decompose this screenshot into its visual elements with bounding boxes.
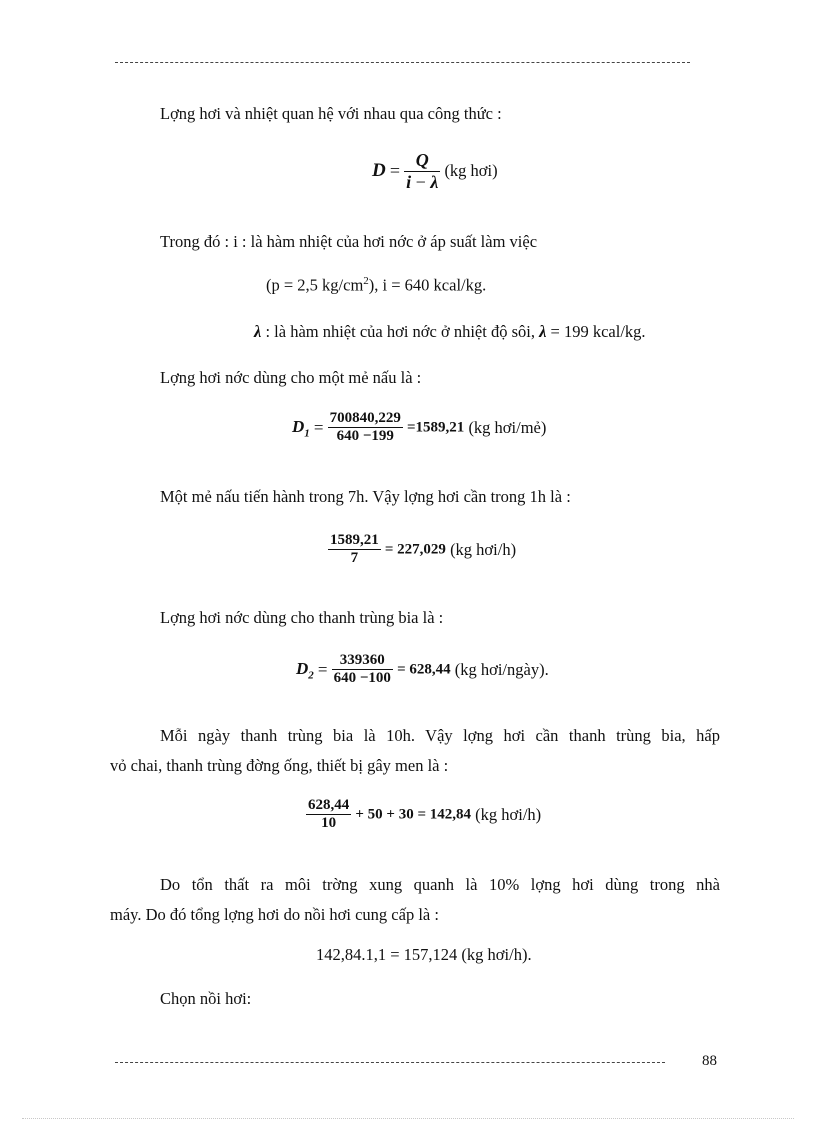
eq2-numerator: 700840,229 bbox=[328, 410, 403, 428]
lambda-value: = 199 kcal/kg. bbox=[550, 322, 646, 341]
eq2-equals: = bbox=[313, 417, 324, 437]
equation-total-hour bbox=[306, 797, 541, 833]
eq5-numerator: 628,44 bbox=[306, 797, 351, 815]
eq2-unit: (kg hơi/mẻ) bbox=[468, 417, 547, 437]
paragraph-loss-line2: máy. Do đó tổng lợng hơi do nồi hơi cung cấp là : bbox=[110, 905, 439, 924]
bottom-dotted-line bbox=[22, 1118, 794, 1119]
paragraph-intro: Lợng hơi và nhiệt quan hệ với nhau qua công thức : bbox=[160, 104, 502, 123]
paragraph-pasteurization: Lợng hơi nớc dùng cho thanh trùng bia là : bbox=[160, 608, 444, 627]
eq2-denominator: 640 −199 bbox=[336, 428, 394, 445]
page-number: 88 bbox=[702, 1053, 717, 1069]
pressure-text-pre: (p = 2,5 kg/cm bbox=[266, 275, 364, 295]
eq1-denominator bbox=[404, 172, 440, 193]
eq4-result: = 628,44 bbox=[397, 661, 451, 678]
pressure-sup: 2 bbox=[363, 275, 369, 287]
pressure-text-post: ), i = 640 kcal/kg. bbox=[368, 275, 487, 295]
paragraph-steam-batch: Lợng hơi nớc dùng cho một mẻ nấu là : bbox=[160, 368, 422, 387]
eq5-fraction bbox=[306, 797, 351, 833]
lambda-symbol: λ bbox=[254, 322, 262, 341]
eq4-equals: = bbox=[317, 659, 328, 679]
eq3-fraction bbox=[328, 532, 381, 568]
paragraph-pressure bbox=[266, 275, 486, 295]
eq1-den-i: i bbox=[406, 171, 412, 192]
eq1-equals: = bbox=[389, 160, 401, 181]
eq4-denominator: 640 −100 bbox=[333, 670, 391, 687]
paragraph-lambda bbox=[254, 322, 646, 342]
header-rule bbox=[115, 62, 690, 63]
eq4-lhs: $D_2$ bbox=[296, 658, 314, 681]
eq5-result: + 50 + 30 = 142,84 bbox=[355, 806, 472, 823]
equation-per-hour bbox=[328, 532, 516, 568]
eq5-denominator: 10 bbox=[321, 815, 337, 832]
eq3-numerator: 1589,21 bbox=[328, 532, 381, 550]
footer-rule bbox=[115, 1062, 665, 1063]
paragraph-daily-line1: Mỗi ngày thanh trùng bia là 10h. Vậy lợng hơi cần thanh trùng bia, hấp bbox=[160, 726, 720, 745]
eq1-lhs: D bbox=[372, 160, 386, 182]
eq1-numerator: Q bbox=[404, 150, 440, 172]
eq3-result: = 227,029 bbox=[384, 541, 446, 558]
eq2-lhs: $D_1$ bbox=[292, 416, 310, 439]
eq4-numerator: 339360 bbox=[332, 652, 393, 670]
eq3-denominator: 7 bbox=[350, 550, 359, 567]
eq2-fraction bbox=[328, 410, 403, 446]
paragraph-batch-time: Một mẻ nấu tiến hành trong 7h. Vậy lợng hơi cần trong 1h là : bbox=[160, 487, 571, 506]
paragraph-total-result: 142,84.1,1 = 157,124 (kg hơi/h). bbox=[316, 945, 532, 964]
eq3-unit: (kg hơi/h) bbox=[450, 539, 517, 559]
lambda-symbol: λ bbox=[430, 171, 439, 192]
eq4-unit: (kg hơi/ngày). bbox=[454, 659, 549, 679]
lambda-symbol: λ bbox=[539, 322, 547, 341]
equation-d2 bbox=[296, 652, 549, 688]
lambda-desc: : là hàm nhiệt của hơi nớc ở nhiệt độ sôi, bbox=[265, 322, 535, 341]
paragraph-choose-boiler: Chọn nồi hơi: bbox=[160, 989, 252, 1008]
equation-d-q bbox=[372, 150, 498, 192]
eq2-result: =1589,21 bbox=[407, 419, 465, 436]
eq1-unit: (kg hơi) bbox=[444, 161, 498, 181]
eq1-den-minus: − bbox=[415, 171, 426, 192]
paragraph-trong-do: Trong đó : i : là hàm nhiệt của hơi nớc ở áp suất làm việc bbox=[160, 232, 538, 251]
eq5-unit: (kg hơi/h) bbox=[475, 804, 542, 824]
paragraph-loss-line1: Do tổn thất ra môi trờng xung quanh là 10% lợng hơi dùng trong nhà bbox=[160, 875, 720, 894]
eq1-fraction bbox=[404, 150, 440, 192]
paragraph-daily-line2: vỏ chai, thanh trùng đờng ống, thiết bị gây men là : bbox=[110, 756, 449, 775]
equation-d1 bbox=[292, 410, 546, 446]
eq4-fraction bbox=[332, 652, 393, 688]
